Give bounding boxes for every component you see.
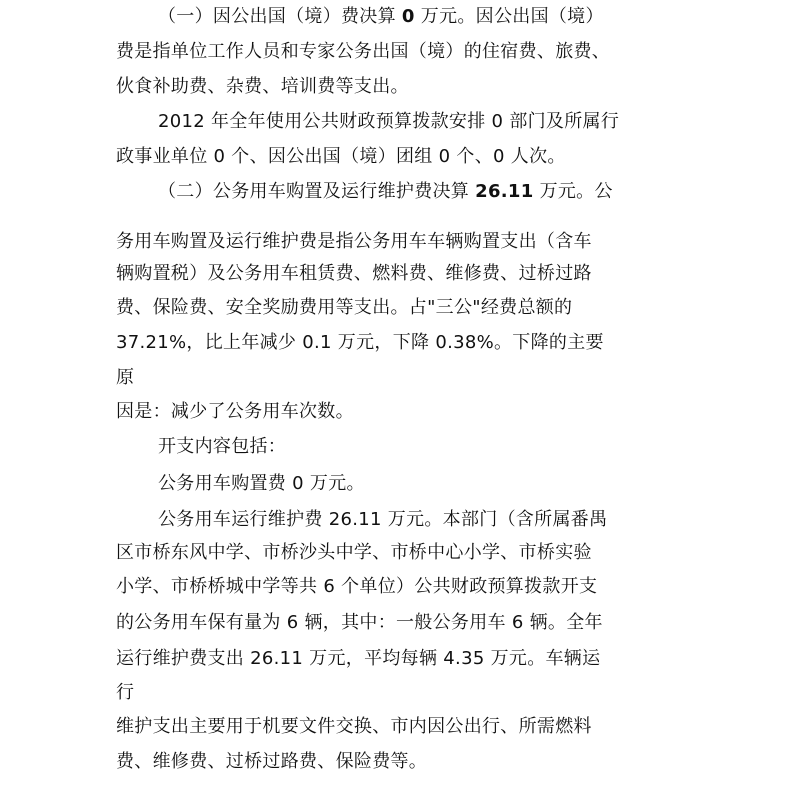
- paragraph-line: 费、保险费、安全奖励费用等支出。占"三公"经费总额的: [116, 297, 573, 318]
- text-run: 万元。因公出国（境）: [414, 6, 604, 27]
- paragraph-line: 公务用车购置费 0 万元。: [158, 473, 365, 494]
- paragraph-line: 伙食补助费、杂费、培训费等支出。: [116, 76, 409, 97]
- paragraph-line: 务用车购置及运行维护费是指公务用车车辆购置支出（含车: [116, 231, 592, 252]
- text-run: （二）公务用车购置及运行维护费决算: [158, 181, 476, 202]
- paragraph-line: 维护支出主要用于机要文件交换、市内因公出行、所需燃料: [116, 716, 592, 737]
- paragraph-line: 区市桥东风中学、市桥沙头中学、市桥中心小学、市桥实验: [116, 542, 592, 563]
- text-run: （一）因公出国（境）费决算: [158, 6, 402, 27]
- paragraph-line: 37.21%，比上年减少 0.1 万元，下降 0.38%。下降的主要: [116, 332, 604, 353]
- paragraph-line: 小学、市桥桥城中学等共 6 个单位）公共财政预算拨款开支: [116, 576, 598, 597]
- paragraph-line: 2012 年全年使用公共财政预算拨款安排 0 部门及所属行: [158, 111, 620, 132]
- paragraph-line: 原: [116, 367, 135, 388]
- paragraph-line: [158, 5, 604, 29]
- paragraph-line: 政事业单位 0 个、因公出国（境）团组 0 个、0 人次。: [116, 146, 566, 167]
- bold-amount: 0: [401, 6, 415, 27]
- bold-amount: 26.11: [475, 181, 534, 202]
- paragraph-line: 运行维护费支出 26.11 万元，平均每辆 4.35 万元。车辆运: [116, 648, 601, 669]
- paragraph-line: 费是指单位工作人员和专家公务出国（境）的住宿费、旅费、: [116, 41, 611, 62]
- paragraph-line: 费、维修费、过桥过路费、保险费等。: [116, 751, 428, 772]
- paragraph-line: 开支内容包括：: [158, 436, 287, 457]
- paragraph-line: 的公务用车保有量为 6 辆，其中：一般公务用车 6 辆。全年: [116, 612, 603, 633]
- paragraph-line: 辆购置税）及公务用车租赁费、燃料费、维修费、过桥过路: [116, 263, 592, 284]
- text-run: 万元。公: [533, 181, 613, 202]
- paragraph-line: 行: [116, 682, 135, 703]
- paragraph-line: [158, 180, 613, 204]
- paragraph-line: 因是：减少了公务用车次数。: [116, 401, 354, 422]
- paragraph-line: 公务用车运行维护费 26.11 万元。本部门（含所属番禺: [158, 509, 608, 530]
